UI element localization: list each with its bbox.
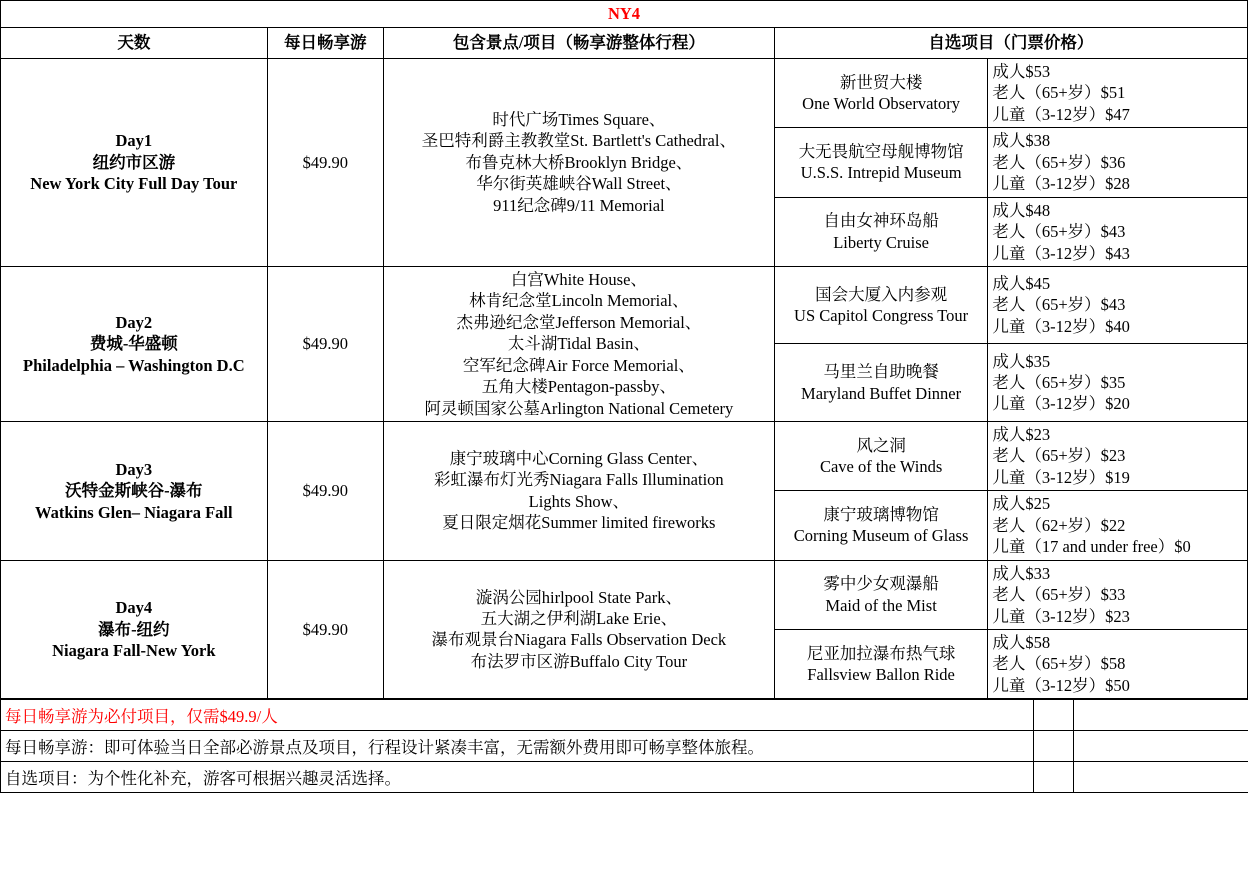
header-daily-pass: 每日畅享游 <box>267 28 383 59</box>
price-senior: 老人（65+岁）$23 <box>992 446 1126 466</box>
option-name-cell <box>774 59 988 128</box>
option-name-en: Maid of the Mist <box>825 595 937 615</box>
daily-pass-price: $49.90 <box>267 422 383 561</box>
included-line: 漩涡公园hirlpool State Park、 <box>475 587 682 607</box>
day-name-en: New York City Full Day Tour <box>30 174 238 194</box>
empty-cell <box>1034 731 1074 762</box>
price-child: 儿童（3-12岁）$50 <box>992 675 1130 695</box>
option-name-cn: 尼亚加拉瀑布热气球 <box>806 643 956 663</box>
empty-cell <box>1074 700 1248 731</box>
header-included: 包含景点/项目（畅享游整体行程） <box>383 28 774 59</box>
price-child: 儿童（3-12岁）$43 <box>992 243 1130 263</box>
price-adult: 成人$45 <box>992 274 1051 294</box>
option-name-cell <box>774 491 988 560</box>
table-header-row <box>1 28 1248 59</box>
price-adult: 成人$35 <box>992 351 1051 371</box>
note-optional-desc: 自选项目：为个性化补充，游客可根据兴趣灵活选择。 <box>1 762 1034 793</box>
day-cell <box>1 560 268 699</box>
option-price-cell <box>988 128 1248 197</box>
empty-cell <box>1074 762 1248 793</box>
note-row <box>1 762 1248 793</box>
day-cell <box>1 422 268 561</box>
option-name-cell <box>774 197 988 266</box>
day-cell <box>1 59 268 267</box>
daily-pass-price: $49.90 <box>267 266 383 421</box>
option-price-cell <box>988 422 1248 491</box>
included-line: 阿灵顿国家公墓Arlington National Cemetery <box>424 398 734 418</box>
included-line: 布法罗市区游Buffalo City Tour <box>470 651 688 671</box>
option-name-cell <box>774 128 988 197</box>
included-line: 空军纪念碑Air Force Memorial、 <box>462 355 695 375</box>
day-name-en: Watkins Glen– Niagara Fall <box>35 502 233 522</box>
option-name-en: U.S.S. Intrepid Museum <box>800 163 962 183</box>
header-days: 天数 <box>1 28 268 59</box>
price-child: 儿童（17 and under free）$0 <box>992 537 1191 557</box>
day-name-cn: 瀑布-纽约 <box>98 619 170 639</box>
option-price-cell <box>988 197 1248 266</box>
table-row <box>1 266 1248 344</box>
price-senior: 老人（65+岁）$43 <box>992 295 1126 315</box>
day-label: Day4 <box>115 598 153 618</box>
note-row <box>1 731 1248 762</box>
option-name-cell <box>774 560 988 629</box>
empty-cell <box>1034 700 1074 731</box>
option-name-en: Fallsview Ballon Ride <box>807 665 955 685</box>
included-line: 五大湖之伊利湖Lake Erie、 <box>480 609 678 628</box>
option-name-cn: 风之洞 <box>856 435 906 455</box>
empty-cell <box>1074 731 1248 762</box>
price-adult: 成人$23 <box>992 425 1051 444</box>
price-adult: 成人$38 <box>992 131 1051 151</box>
included-line: 林肯纪念堂Lincoln Memorial、 <box>469 291 689 311</box>
option-price-cell <box>988 344 1248 422</box>
price-adult: 成人$58 <box>992 632 1051 652</box>
empty-cell <box>1034 762 1074 793</box>
price-child: 儿童（3-12岁）$47 <box>992 104 1130 124</box>
note-must-pay: 每日畅享游为必付项目，仅需$49.9/人 <box>1 700 1034 731</box>
title-row <box>1 1 1248 28</box>
table-row <box>1 59 1248 128</box>
option-name-cn: 新世贸大楼 <box>839 72 923 92</box>
included-line: 圣巴特利爵主教教堂St. Bartlett's Cathedral、 <box>421 131 736 151</box>
daily-pass-price: $49.90 <box>267 560 383 699</box>
included-line: 布鲁克林大桥Brooklyn Bridge、 <box>465 152 693 172</box>
included-line: 五角大楼Pentagon-passby、 <box>481 377 677 397</box>
option-price-cell <box>988 266 1248 344</box>
price-senior: 老人（65+岁）$36 <box>992 152 1126 172</box>
option-name-cn: 自由女神环岛船 <box>823 211 939 231</box>
table-row <box>1 560 1248 629</box>
daily-pass-price: $49.90 <box>267 59 383 267</box>
included-line: 911纪念碑9/11 Memorial <box>493 195 665 215</box>
included-line: 彩虹瀑布灯光秀Niagara Falls Illumination <box>434 470 724 490</box>
option-name-en: Liberty Cruise <box>833 232 929 252</box>
price-senior: 老人（65+岁）$43 <box>992 222 1126 242</box>
included-line: 杰弗逊纪念堂Jefferson Memorial、 <box>456 312 702 332</box>
notes-table <box>0 699 1248 793</box>
option-name-cn: 国会大厦入内参观 <box>815 284 948 304</box>
price-adult: 成人$53 <box>992 62 1051 81</box>
price-child: 儿童（3-12岁）$40 <box>992 316 1130 336</box>
note-daily-pass-desc: 每日畅享游：即可体验当日全部必游景点及项目，行程设计紧凑丰富，无需额外费用即可畅享整体旅程。 <box>1 731 1034 762</box>
included-cell <box>383 560 774 699</box>
option-price-cell <box>988 629 1248 698</box>
included-line: 时代广场Times Square、 <box>492 109 666 129</box>
table-row <box>1 422 1248 491</box>
included-line: 瀑布观景台Niagara Falls Observation Deck <box>431 630 727 650</box>
option-name-cn: 大无畏航空母舰博物馆 <box>798 142 964 162</box>
included-cell <box>383 59 774 267</box>
option-name-cell <box>774 422 988 491</box>
day-name-en: Philadelphia – Washington D.C <box>23 355 245 375</box>
price-senior: 老人（65+岁）$58 <box>992 654 1126 674</box>
option-name-cell <box>774 344 988 422</box>
price-child: 儿童（3-12岁）$23 <box>992 606 1130 626</box>
option-name-cn: 马里兰自助晚餐 <box>823 362 939 382</box>
price-senior: 老人（65+岁）$51 <box>992 83 1126 103</box>
option-name-en: Corning Museum of Glass <box>793 526 969 546</box>
included-line: 华尔街英雄峡谷Wall Street、 <box>476 174 682 194</box>
day-name-en: Niagara Fall-New York <box>52 641 216 661</box>
day-cell <box>1 266 268 421</box>
included-line: 白宫White House、 <box>510 269 647 289</box>
day-name-cn: 沃特金斯峡谷-瀑布 <box>65 481 203 501</box>
option-name-en: Cave of the Winds <box>819 457 943 477</box>
option-price-cell <box>988 560 1248 629</box>
price-child: 儿童（3-12岁）$19 <box>992 467 1130 487</box>
note-row-highlight <box>1 700 1248 731</box>
day-label: Day2 <box>115 312 153 332</box>
included-line: 太斗湖Tidal Basin、 <box>507 334 650 354</box>
option-name-cn: 康宁玻璃博物馆 <box>823 505 939 525</box>
day-name-cn: 费城-华盛顿 <box>89 334 178 354</box>
price-child: 儿童（3-12岁）$28 <box>992 174 1130 194</box>
option-name-en: US Capitol Congress Tour <box>794 306 969 326</box>
price-child: 儿童（3-12岁）$20 <box>992 394 1130 414</box>
day-name-cn: 纽约市区游 <box>92 152 176 172</box>
included-line: Lights Show、 <box>528 491 630 511</box>
day-label: Day1 <box>115 131 153 151</box>
included-line: 康宁玻璃中心Corning Glass Center、 <box>449 448 709 468</box>
price-senior: 老人（62+岁）$22 <box>992 515 1126 535</box>
included-line: 夏日限定烟花Summer limited fireworks <box>442 513 716 533</box>
price-adult: 成人$33 <box>992 563 1051 583</box>
option-name-en: Maryland Buffet Dinner <box>801 383 962 403</box>
header-optional: 自选项目（门票价格） <box>774 28 1247 59</box>
option-name-cell <box>774 629 988 698</box>
included-cell <box>383 266 774 421</box>
option-name-cell <box>774 266 988 344</box>
option-name-cn: 雾中少女观瀑船 <box>823 574 939 594</box>
day-label: Day3 <box>115 459 153 479</box>
price-adult: 成人$48 <box>992 200 1051 220</box>
price-senior: 老人（65+岁）$33 <box>992 585 1126 605</box>
option-name-en: One World Observatory <box>802 94 961 114</box>
included-cell <box>383 422 774 561</box>
option-price-cell <box>988 491 1248 560</box>
option-price-cell <box>988 59 1248 128</box>
price-senior: 老人（65+岁）$35 <box>992 373 1126 393</box>
price-adult: 成人$25 <box>992 494 1051 514</box>
document-title: NY4 <box>1 1 1248 28</box>
